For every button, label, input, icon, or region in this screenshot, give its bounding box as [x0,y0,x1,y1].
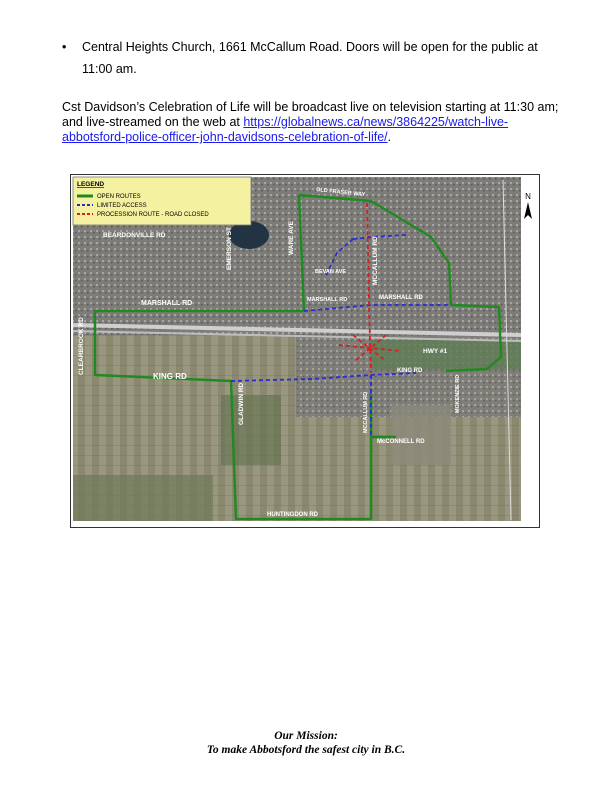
bullet-symbol: • [62,40,67,54]
label-clearbrook: CLEARBROOK RD [78,317,85,375]
north-label: N [525,192,531,201]
legend-label-procession: PROCESSION ROUTE - ROAD CLOSED [97,212,209,218]
mission-statement: To make Abbotsford the safest city in B.C. [206,744,406,756]
label-marshall-center: MARSHALL RD [307,297,348,303]
label-mckenzie: MCKENZIE RD [455,374,461,413]
mission-footer [0,729,612,757]
broadcast-text: Cst Davidson’s Celebration of Life will be broadcast live on television starting at 11:30 am; and live-streamed on the web at [62,100,559,129]
bullet-text: Central Heights Church, 1661 McCallum Road. Doors will be open for the public at 11:00 am. [82,40,538,76]
label-mcconnell: McCONNELL RD [377,439,425,445]
legend-title: LEGEND [77,181,105,188]
label-emerson: EMERSON ST [226,227,233,270]
broadcast-period: . [387,130,392,144]
label-hwy1: HWY #1 [423,348,448,355]
label-marshall-east: MARSHALL RD [379,295,423,301]
mission-title: Our Mission: [274,730,338,742]
legend-label-limited: LIMITED ACCESS [97,203,147,209]
route-map [70,174,540,528]
label-marshall-west: MARSHALL RD [141,300,193,307]
legend-label-open: OPEN ROUTES [97,194,141,200]
label-huntingdon: HUNTINGDON RD [267,512,318,518]
label-king-east: KING RD [397,368,423,374]
label-old-fraser: OLD FRASER WAY [315,187,366,199]
label-beardonville: BEARDONVILLE RD [103,232,166,239]
label-gladwin: GLADWIN RD [238,382,245,425]
label-king: KING RD [153,372,187,381]
label-ware: WARE AVE [288,221,295,255]
map-image [71,175,539,527]
broadcast-paragraph [62,100,562,145]
label-bevan: BEVAN AVE [315,269,347,275]
label-mccallum-south: MCCALLUM RD [363,391,369,433]
globalnews-link[interactable]: https://globalnews.ca/news/3864225/watch-live-abbotsford-police-officer-john-davidsons-celebration-of-life/ [62,115,509,144]
label-mccallum-north: MCCALLUM RD [372,236,379,285]
map-legend [73,177,251,225]
